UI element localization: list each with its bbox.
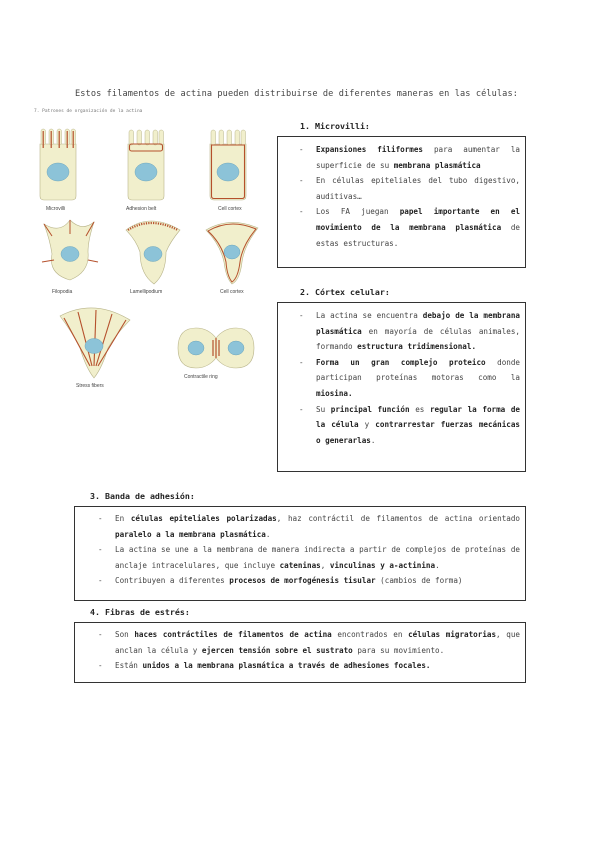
label-adhesion-belt: Adhesion belt (126, 206, 157, 212)
list-item: - Están unidos a la membrana plasmática a través de adhesiones focales. (115, 658, 520, 674)
label-cell-cortex: Cell cortex (218, 206, 242, 212)
cell-cortex-cell (210, 130, 246, 200)
section-box-stress (74, 622, 526, 683)
filopodia-cell (42, 220, 98, 280)
label-lamellipodium: Lamellipodium (130, 289, 163, 295)
section-title-stress: 4. Fibras de estrés: (90, 607, 190, 617)
label-stress-fibers: Stress fibers (76, 383, 104, 389)
intro-text: Estos filamentos de actina pueden distribuirse de diferentes maneras en las células: (75, 89, 519, 99)
bullet-dash: - (299, 357, 304, 367)
section-box-microvilli (277, 136, 526, 268)
actin-organization-figure (30, 112, 284, 412)
bullet-dash: - (299, 207, 304, 217)
cortex-list (299, 308, 521, 448)
list-item: - Expansiones filiformes para aumentar la superficie de su membrana plasmática (316, 142, 520, 173)
section-title-microvilli: 1. Microvilli: (300, 121, 370, 131)
bullet-dash: - (98, 514, 103, 523)
list-item: - Los FA juegan papel importante en el movimiento de la membrana plasmática de estas estructuras. (316, 204, 520, 251)
microvilli-cell (40, 129, 76, 200)
list-item: - Contribuyen a diferentes procesos de morfogénesis tisular (cambios de forma) (115, 573, 520, 589)
list-item: - En células epiteliales del tubo digestivo, auditivas… (316, 173, 520, 204)
bullet-dash: - (98, 576, 103, 586)
adhesion-belt-cell (128, 130, 164, 200)
bullet-dash: - (98, 630, 103, 639)
bullet-dash: - (98, 661, 103, 671)
section-title-cortex: 2. Córtex celular: (300, 287, 390, 297)
bullet-dash: - (299, 404, 304, 414)
section-title-adhesion: 3. Banda de adhesión: (90, 491, 195, 501)
lamellipodium-cell (126, 221, 180, 284)
list-item: - La actina se une a la membrana de manera indirecta a partir de complejos de proteínas de anclaje intracelulares, que incluye cateninas, vinculinas y a-actinina. (115, 542, 520, 573)
section-box-cortex (277, 302, 526, 472)
list-item: - En células epiteliales polarizadas, haz contráctil de filamentos de actina orientado paralelo a la membrana plasmática. (115, 511, 520, 542)
section-box-adhesion (74, 506, 526, 601)
cell-cortex-2-cell (206, 222, 258, 284)
label-contractile-ring: Contractile ring (184, 374, 218, 380)
label-filopodia: Filopodia (52, 289, 73, 295)
microvilli-list (299, 142, 520, 251)
figure-caption: 7. Patrones de organización de la actina (34, 109, 143, 114)
list-item: - Son haces contráctiles de filamentos de actina encontrados en células migratorias, que anclan la célula y ejercen tensión sobre el sustrato para su movimiento. (115, 627, 520, 658)
bullet-dash: - (98, 545, 103, 555)
label-cell-cortex-2: Cell cortex (220, 289, 244, 295)
list-item: - Forma un gran complejo proteico donde participan proteínas motoras como la miosina. (316, 355, 520, 402)
bullet-dash: - (299, 311, 304, 320)
stress-fibers-cell (60, 308, 130, 378)
label-microvilli: Microvilli (46, 206, 66, 212)
list-item: - Su principal función es regular la forma de la célula y contrarrestar fuerzas mecánicas o generarlas. (316, 402, 520, 449)
bullet-dash: - (299, 145, 304, 154)
adhesion-list (98, 511, 520, 589)
stress-list (98, 627, 520, 674)
bullet-dash: - (299, 176, 304, 186)
contractile-ring-cell (178, 328, 254, 368)
list-item: - La actina se encuentra debajo de la membrana plasmática en mayoría de células animales, formando estructura tridimensional. (316, 308, 520, 355)
